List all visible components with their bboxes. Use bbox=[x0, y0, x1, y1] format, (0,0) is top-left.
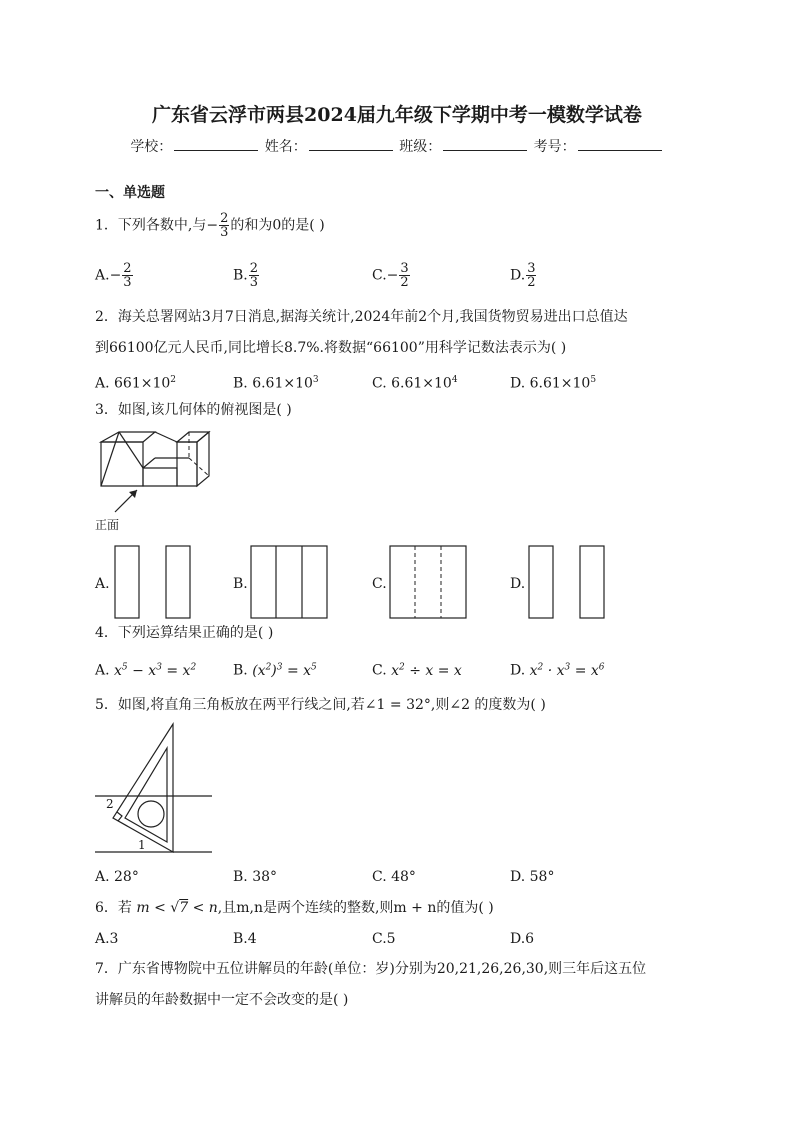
q5-triangle-hole bbox=[138, 801, 164, 827]
question-5: 5．如图,将直角三角板放在两平行线之间,若∠1 = 32°,则∠2 的度数为( ) bbox=[95, 697, 546, 713]
name-label: 姓名： bbox=[264, 139, 307, 155]
q3-option-c-figure bbox=[388, 544, 470, 620]
q6-option-b[interactable]: B.4 bbox=[233, 931, 257, 947]
q1-frac-num: 2 bbox=[220, 211, 229, 226]
q1-fraction bbox=[219, 212, 229, 239]
q1-option-d[interactable] bbox=[510, 262, 537, 289]
class-label: 班级： bbox=[399, 139, 442, 155]
q1-a-label: A. bbox=[95, 267, 110, 284]
q1-option-b[interactable] bbox=[233, 262, 260, 289]
q5-triangle-figure bbox=[95, 722, 220, 857]
q3-left-front-face bbox=[101, 442, 143, 486]
q1-a-fraction bbox=[122, 262, 132, 289]
q1-d-num: 3 bbox=[527, 261, 536, 276]
q1-option-c[interactable] bbox=[372, 262, 411, 289]
q3-right-top-face bbox=[177, 432, 209, 442]
q1-d-den: 2 bbox=[527, 275, 536, 290]
q5-option-b[interactable]: B. 38° bbox=[233, 869, 278, 885]
question-7-line-2: 讲解员的年龄数据中一定不会改变的是( ) bbox=[95, 992, 349, 1008]
number-label: 考号： bbox=[533, 139, 576, 155]
q1-b-fraction bbox=[249, 262, 259, 289]
q1-c-fraction bbox=[399, 262, 409, 289]
q6-prefix: 6．若 bbox=[95, 900, 132, 916]
q2-c-exp: 4 bbox=[451, 375, 458, 385]
number-blank[interactable] bbox=[578, 136, 662, 151]
q1-suffix: 的和为0的是( ) bbox=[230, 217, 325, 234]
q5-option-c[interactable]: C. 48° bbox=[372, 869, 416, 885]
q2-c-text: C. 6.61×10 bbox=[372, 375, 452, 392]
q1-a-den: 3 bbox=[123, 275, 132, 290]
question-4: 4．下列运算结果正确的是( ) bbox=[95, 625, 274, 641]
q6-option-a[interactable]: A.3 bbox=[95, 931, 119, 947]
q1-frac-den: 3 bbox=[220, 225, 229, 240]
q3-a-left-rect bbox=[115, 546, 139, 618]
q4-c-math: $x^2 \div x = x$ bbox=[391, 662, 462, 679]
q3-d-left-rect bbox=[529, 546, 553, 618]
q3-front-label: 正面 bbox=[95, 518, 120, 532]
exam-title: 广东省云浮市两县2024届九年级下学期中考一模数学试卷 bbox=[152, 104, 642, 126]
q4-option-b[interactable] bbox=[233, 657, 317, 681]
q2-b-exp: 3 bbox=[312, 375, 319, 385]
class-blank[interactable] bbox=[443, 136, 527, 151]
section-heading: 一、单选题 bbox=[95, 185, 165, 201]
q1-a-sign: − bbox=[109, 267, 122, 284]
q2-option-d[interactable] bbox=[510, 370, 596, 394]
q4-b-math: $(x^2)^3 = x^5$ bbox=[252, 662, 317, 679]
q3-hidden-edge-2 bbox=[189, 458, 209, 476]
q6-option-d[interactable]: D.6 bbox=[510, 931, 535, 947]
q3-right-front-face bbox=[177, 442, 197, 486]
q3-option-a-label[interactable]: A. bbox=[95, 576, 110, 592]
q3-right-side-face bbox=[197, 432, 209, 486]
q4-option-a[interactable] bbox=[95, 657, 196, 681]
q4-option-d[interactable] bbox=[510, 657, 605, 681]
q1-c-sign: − bbox=[386, 267, 399, 284]
school-blank[interactable] bbox=[174, 136, 258, 151]
q1-b-den: 3 bbox=[249, 275, 259, 290]
q5-angle-1-label: 1 bbox=[138, 838, 146, 852]
question-6 bbox=[95, 898, 494, 918]
q5-option-d[interactable]: D. 58° bbox=[510, 869, 555, 885]
q6-option-c[interactable]: C.5 bbox=[372, 931, 396, 947]
q4-a-math: $x^5 - x^3 = x^2$ bbox=[114, 662, 197, 679]
q4-option-c[interactable] bbox=[372, 657, 462, 681]
q3-left-diagonal-2 bbox=[119, 432, 143, 468]
name-blank[interactable] bbox=[309, 136, 393, 151]
q4-c-label: C. bbox=[372, 662, 387, 679]
q4-b-label: B. bbox=[233, 662, 248, 679]
question-1 bbox=[95, 212, 325, 239]
q1-minus: − bbox=[206, 217, 219, 234]
q3-option-d-label[interactable]: D. bbox=[510, 576, 526, 592]
q5-angle-2-label: 2 bbox=[106, 797, 114, 811]
q3-solid-figure bbox=[95, 428, 220, 518]
q6-inequality: m < √7 < n bbox=[131, 900, 218, 916]
q2-a-exp: 2 bbox=[170, 375, 177, 385]
q2-option-c[interactable] bbox=[372, 370, 458, 394]
q1-b-label: B. bbox=[233, 267, 248, 284]
question-7-line-1: 7．广东省博物院中五位讲解员的年龄(单位：岁)分别为20,21,26,26,30,则三年后这五位 bbox=[95, 961, 647, 977]
q3-d-right-rect bbox=[580, 546, 604, 618]
q2-a-text: A. 661×10 bbox=[95, 375, 171, 392]
q3-b-outer-rect bbox=[251, 546, 327, 618]
q2-b-text: B. 6.61×10 bbox=[233, 375, 313, 392]
q3-option-a-figure bbox=[112, 544, 194, 620]
q3-option-d-figure bbox=[526, 544, 608, 620]
q1-d-fraction bbox=[526, 262, 536, 289]
q6-suffix: ,且m,n是两个连续的整数,则m + n的值为( ) bbox=[217, 900, 494, 916]
q5-option-a[interactable]: A. 28° bbox=[95, 869, 139, 885]
q3-top-connector bbox=[155, 432, 177, 442]
q3-c-outer-rect bbox=[390, 546, 466, 618]
q3-option-b-label[interactable]: B. bbox=[233, 576, 248, 592]
q1-a-num: 2 bbox=[123, 261, 132, 276]
q4-a-label: A. bbox=[95, 662, 110, 679]
question-2-line-2: 到66100亿元人民币,同比增长8.7%.将数据“66100”用科学记数法表示为( ) bbox=[95, 340, 567, 356]
q1-c-num: 3 bbox=[400, 261, 409, 276]
q3-middle-edge bbox=[143, 458, 155, 468]
q1-b-num: 2 bbox=[249, 261, 259, 276]
q3-middle-slab bbox=[143, 468, 177, 486]
q2-option-b[interactable] bbox=[233, 370, 319, 394]
q3-option-c-label[interactable]: C. bbox=[372, 576, 387, 592]
q5-right-angle-mark bbox=[117, 812, 122, 821]
q1-c-den: 2 bbox=[400, 275, 409, 290]
q1-option-a[interactable] bbox=[95, 262, 134, 289]
q3-option-b-figure bbox=[249, 544, 331, 620]
q3-a-right-rect bbox=[166, 546, 190, 618]
q4-d-math: $x^2 \cdot x^3 = x^6$ bbox=[529, 662, 605, 679]
question-3: 3．如图,该几何体的俯视图是( ) bbox=[95, 402, 292, 418]
question-2-line-1: 2．海关总署网站3月7日消息,据海关统计,2024年前2个月,我国货物贸易进出口总值达 bbox=[95, 309, 628, 325]
q1-c-label: C. bbox=[372, 267, 387, 284]
q2-option-a[interactable] bbox=[95, 370, 176, 394]
q1-prefix: 1．下列各数中,与 bbox=[95, 217, 207, 234]
q2-d-text: D. 6.61×10 bbox=[510, 375, 591, 392]
student-info-line bbox=[0, 136, 794, 156]
q3-left-top-face bbox=[101, 432, 155, 442]
q4-d-label: D. bbox=[510, 662, 526, 679]
q2-d-exp: 5 bbox=[590, 375, 597, 385]
q1-d-label: D. bbox=[510, 267, 526, 284]
school-label: 学校： bbox=[130, 139, 173, 155]
